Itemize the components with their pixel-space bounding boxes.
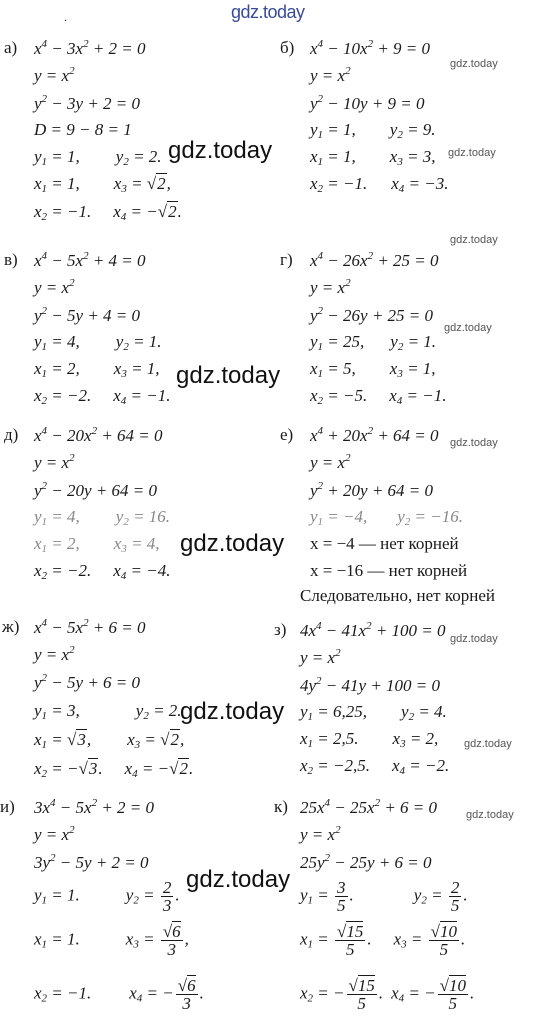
x-roots-2: $x_2 = -1$. $x_4 = -√2$. bbox=[34, 202, 182, 223]
y-roots: $y_1 = 1$. $y_2$ = $\frac{2}{3}$ . bbox=[34, 878, 180, 915]
watermark: gdz.today bbox=[168, 137, 273, 164]
watermark-small: gdz.today bbox=[464, 738, 512, 750]
substitution: $y = x^2$ bbox=[34, 644, 75, 664]
substitution: $y = x^2$ bbox=[300, 647, 341, 667]
x-roots-2: $x_2 = -2$. $x_4 = -4$. bbox=[34, 561, 171, 582]
quadratic: $y^2 + 20y + 64 = 0$ bbox=[310, 480, 434, 500]
x-roots-1: $x_1$ = $\frac{√15}{5}$ . $x_3$ = $\frac{√10}{5}$ . bbox=[300, 922, 466, 959]
y-roots: $y_1 = 3$, $y_2 = 2$. bbox=[34, 701, 182, 722]
quadratic: $y^2 - 10y + 9 = 0$ bbox=[310, 93, 425, 113]
substitution: $y = x^2$ bbox=[34, 824, 75, 844]
quadratic: $y^2 - 5y + 6 = 0$ bbox=[34, 672, 141, 692]
conclusion: Следовательно, нет корней bbox=[300, 586, 495, 605]
x-roots-1: $x_1 = 2$, $x_3 = 4$, bbox=[34, 534, 160, 555]
y-roots: $y_1$ = $\frac{3}{5}$ . $y_2$ = $\frac{2}{5}$ . bbox=[300, 878, 468, 915]
quadratic: $y^2 - 5y + 4 = 0$ bbox=[34, 305, 141, 325]
equation: $3x^4 - 5x^2 + 2 = 0$ bbox=[34, 797, 155, 817]
x-roots-2: $x_2 = -1$. $x_4$ = − $\frac{√6}{3}$ . bbox=[34, 976, 204, 1013]
substitution: $y = x^2$ bbox=[34, 65, 75, 85]
x-roots-1: $x_1 = 1$. $x_3$ = $\frac{√6}{3}$ , bbox=[34, 922, 189, 959]
site-logo[interactable]: gdz.today bbox=[231, 2, 305, 22]
problem-letter: е) bbox=[280, 425, 294, 444]
equation: $x^4 + 20x^2 + 64 = 0$ bbox=[310, 425, 439, 445]
equation: $4x^4 - 41x^2 + 100 = 0$ bbox=[300, 620, 446, 640]
problem-letter: к) bbox=[274, 797, 288, 816]
equation: $x^4 - 10x^2 + 9 = 0$ bbox=[310, 38, 431, 58]
x-roots-1: $x_1 = 1$, $x_3 = 3$, bbox=[310, 147, 436, 168]
substitution: $y = x^2$ bbox=[310, 65, 351, 85]
y-roots: $y_1 = 1$, $y_2 = 2$. bbox=[34, 147, 162, 168]
quadratic: $4y^2 - 41y + 100 = 0$ bbox=[300, 675, 441, 695]
equation: $25x^4 - 25x^2 + 6 = 0$ bbox=[300, 797, 438, 817]
stray-dot: . bbox=[64, 10, 67, 24]
watermark: gdz.today bbox=[180, 698, 285, 725]
quadratic: $y^2 - 26y + 25 = 0$ bbox=[310, 305, 434, 325]
watermark-small: gdz.today bbox=[466, 809, 514, 821]
equation: $x^4 - 20x^2 + 64 = 0$ bbox=[34, 425, 163, 445]
watermark-small: gdz.today bbox=[450, 633, 498, 645]
x-roots-1: $x_1 = 1$, $x_3 = √2$, bbox=[34, 174, 171, 195]
problem-letter: и) bbox=[0, 797, 15, 816]
x-roots-2: $x_2 = -5$. $x_4 = -1$. bbox=[310, 386, 447, 407]
watermark-small: gdz.today bbox=[450, 234, 498, 246]
watermark-small: gdz.today bbox=[448, 147, 496, 159]
problem-letter: ж) bbox=[2, 617, 20, 636]
substitution: $y = x^2$ bbox=[34, 452, 75, 472]
quadratic: $3y^2 - 5y + 2 = 0$ bbox=[34, 852, 149, 872]
x-roots-1: $x_1 = √3$, $x_3 = √2$, bbox=[34, 730, 185, 751]
watermark-small: gdz.today bbox=[444, 322, 492, 334]
x-roots-1: $x_1 = 5$, $x_3 = 1$, bbox=[310, 359, 436, 380]
problem-letter: з) bbox=[274, 620, 287, 639]
y-roots: $y_1 = -4$, $y_2 = -16$. bbox=[310, 507, 463, 528]
x-roots-2: $x_2$ = − $\frac{√15}{5}$ . $x_4$ = − $\frac{√10}{5}$ . bbox=[300, 976, 475, 1013]
substitution: $y = x^2$ bbox=[310, 277, 351, 297]
y-roots: $y_1 = 6,25$, $y_2 = 4$. bbox=[300, 702, 447, 723]
substitution: $y = x^2$ bbox=[300, 824, 341, 844]
x-roots-1: $x_1 = 2$, $x_3 = 1$, bbox=[34, 359, 160, 380]
x-roots-2: $x_2 = -2$. $x_4 = -1$. bbox=[34, 386, 171, 407]
x-roots-2: $x_2 = -2,5$. $x_4 = -2$. bbox=[300, 756, 450, 777]
watermark: gdz.today bbox=[176, 362, 281, 389]
quadratic: $y^2 - 3y + 2 = 0$ bbox=[34, 93, 141, 113]
quadratic: $25y^2 - 25y + 6 = 0$ bbox=[300, 852, 432, 872]
problem-letter: а) bbox=[4, 38, 18, 57]
watermark-small: gdz.today bbox=[450, 58, 498, 70]
x-roots-2: $x_2 = -1$. $x_4 = -3$. bbox=[310, 174, 449, 195]
problem-letter: в) bbox=[4, 250, 18, 269]
y-roots: $y_1 = 4$, $y_2 = 16$. bbox=[34, 507, 171, 528]
equation: $x^4 - 3x^2 + 2 = 0$ bbox=[34, 38, 146, 58]
equation: $x^4 - 5x^2 + 6 = 0$ bbox=[34, 617, 146, 637]
substitution: $y = x^2$ bbox=[34, 277, 75, 297]
equation: $x^4 - 5x^2 + 4 = 0$ bbox=[34, 250, 146, 270]
watermark-small: gdz.today bbox=[450, 437, 498, 449]
x-roots-2: $x_2 = -√3$. $x_4 = -√2$. bbox=[34, 759, 194, 780]
equation: $x^4 - 26x^2 + 25 = 0$ bbox=[310, 250, 439, 270]
problem-letter: б) bbox=[280, 38, 295, 57]
watermark: gdz.today bbox=[180, 530, 285, 557]
y-roots: $y_1 = 25$, $y_2 = 1$. bbox=[310, 332, 437, 353]
y-roots: $y_1 = 1$, $y_2 = 9$. bbox=[310, 120, 436, 141]
y-roots: $y_1 = 4$, $y_2 = 1$. bbox=[34, 332, 162, 353]
no-roots-2: x = −16 — нет корней bbox=[310, 561, 468, 580]
discriminant: D = 9 − 8 = 1 bbox=[34, 120, 132, 139]
problem-letter: д) bbox=[4, 425, 19, 444]
substitution: $y = x^2$ bbox=[310, 452, 351, 472]
no-roots-1: x = −4 — нет корней bbox=[310, 534, 459, 553]
problem-letter: г) bbox=[280, 250, 293, 269]
watermark: gdz.today bbox=[186, 866, 291, 893]
quadratic: $y^2 - 20y + 64 = 0$ bbox=[34, 480, 158, 500]
x-roots-1: $x_1 = 2,5$. $x_3 = 2$, bbox=[300, 729, 439, 750]
